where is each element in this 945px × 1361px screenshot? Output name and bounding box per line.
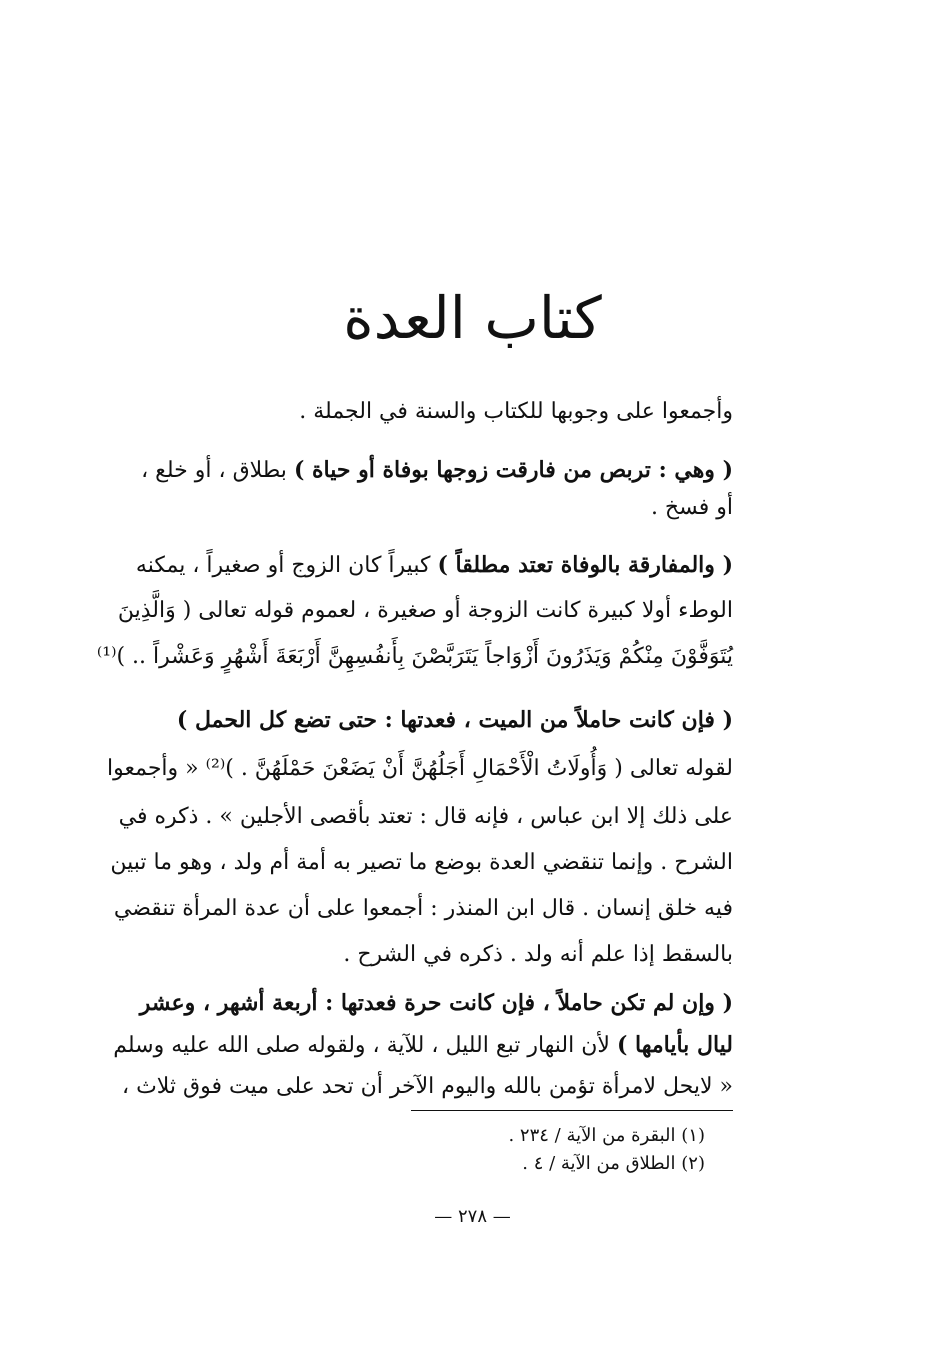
text-line-with-bold	[141, 453, 733, 487]
text-line: وأجمعوا على وجوبها للكتاب والسنة في الجملة .	[299, 399, 733, 424]
text-line: أو فسخ .	[650, 495, 733, 520]
text-span: بطلاق ، أو خلع ،	[141, 458, 287, 483]
text-line: الوطء أولا كبيرة كانت الزوجة أو صغيرة ، لعموم قوله تعالى ( وَالَّذِينَ	[117, 598, 733, 623]
text-line: على ذلك إلا ابن عباس ، فإنه قال : تعتد بأقصى الأجلين » . ذكره في	[118, 804, 733, 829]
chapter-title: كتاب العدة	[343, 284, 602, 352]
text-line: الشرح . وإنما تنقضي العدة بوضع ما تصير به أمة أم ولد ، وهو ما تبين	[110, 850, 733, 875]
bold-lead: ( وهي : تربص من فارقت زوجها بوفاة أو حياة )	[293, 457, 733, 483]
text-span: كبيراً كان الزوج أو صغيراً ، يمكنه	[135, 553, 431, 578]
text-line: فيه خلق إنسان . قال ابن المنذر : أجمعوا على أن عدة المرأة تنقضي	[113, 896, 733, 921]
bold-lead: ( فإن كانت حاملاً من الميت ، فعدتها : حتى تضع كل الحمل )	[176, 707, 733, 733]
bold-lead: ( والمفارقة بالوفاة تعتد مطلقاً )	[437, 552, 733, 578]
footnote-2: (٢) الطلاق من الآية / ٤ .	[522, 1153, 705, 1174]
text-line-with-bold	[113, 1028, 733, 1062]
footnote-divider	[411, 1110, 733, 1111]
footnote-1: (١) البقرة من الآية / ٢٣٤ .	[508, 1125, 705, 1146]
footnotes	[508, 1122, 705, 1178]
bold-lead: ليال بأيامها )	[616, 1032, 733, 1058]
quran-verse-line: لقوله تعالى ( وَأُولَاتُ الْأَحْمَالِ أَجَلُهُنَّ أَنْ يَضَعْنَ حَمْلَهُنَّ . )⁽²⁾ « وأجمعوا	[107, 756, 733, 781]
quran-verse-line: يُتَوَفَّوْنَ مِنْكُمْ وَيَذَرُونَ أَزْوَاجاً يَتَرَبَّصْنَ بِأَنفُسِهِنَّ أَرْبَعَةَ أَشْهُرٍ وَعَشْراً .. )⁽¹⁾	[96, 644, 733, 669]
page-number: — ٢٧٨ —	[434, 1206, 511, 1227]
text-line: « لايحل لامرأة تؤمن بالله واليوم الآخر أن تحد على ميت فوق ثلاث ،	[121, 1074, 733, 1099]
text-line-with-bold	[136, 548, 733, 582]
text-line: بالسقط إذا علم أنه ولد . ذكره في الشرح .	[343, 942, 733, 967]
text-span: لأن النهار تبع الليل ، للآية ، ولقوله صلى الله عليه وسلم	[113, 1033, 610, 1058]
bold-lead: ( وإن لم تكن حاملاً ، فإن كانت حرة فعدتها : أربعة أشهر ، وعشر	[139, 990, 733, 1016]
